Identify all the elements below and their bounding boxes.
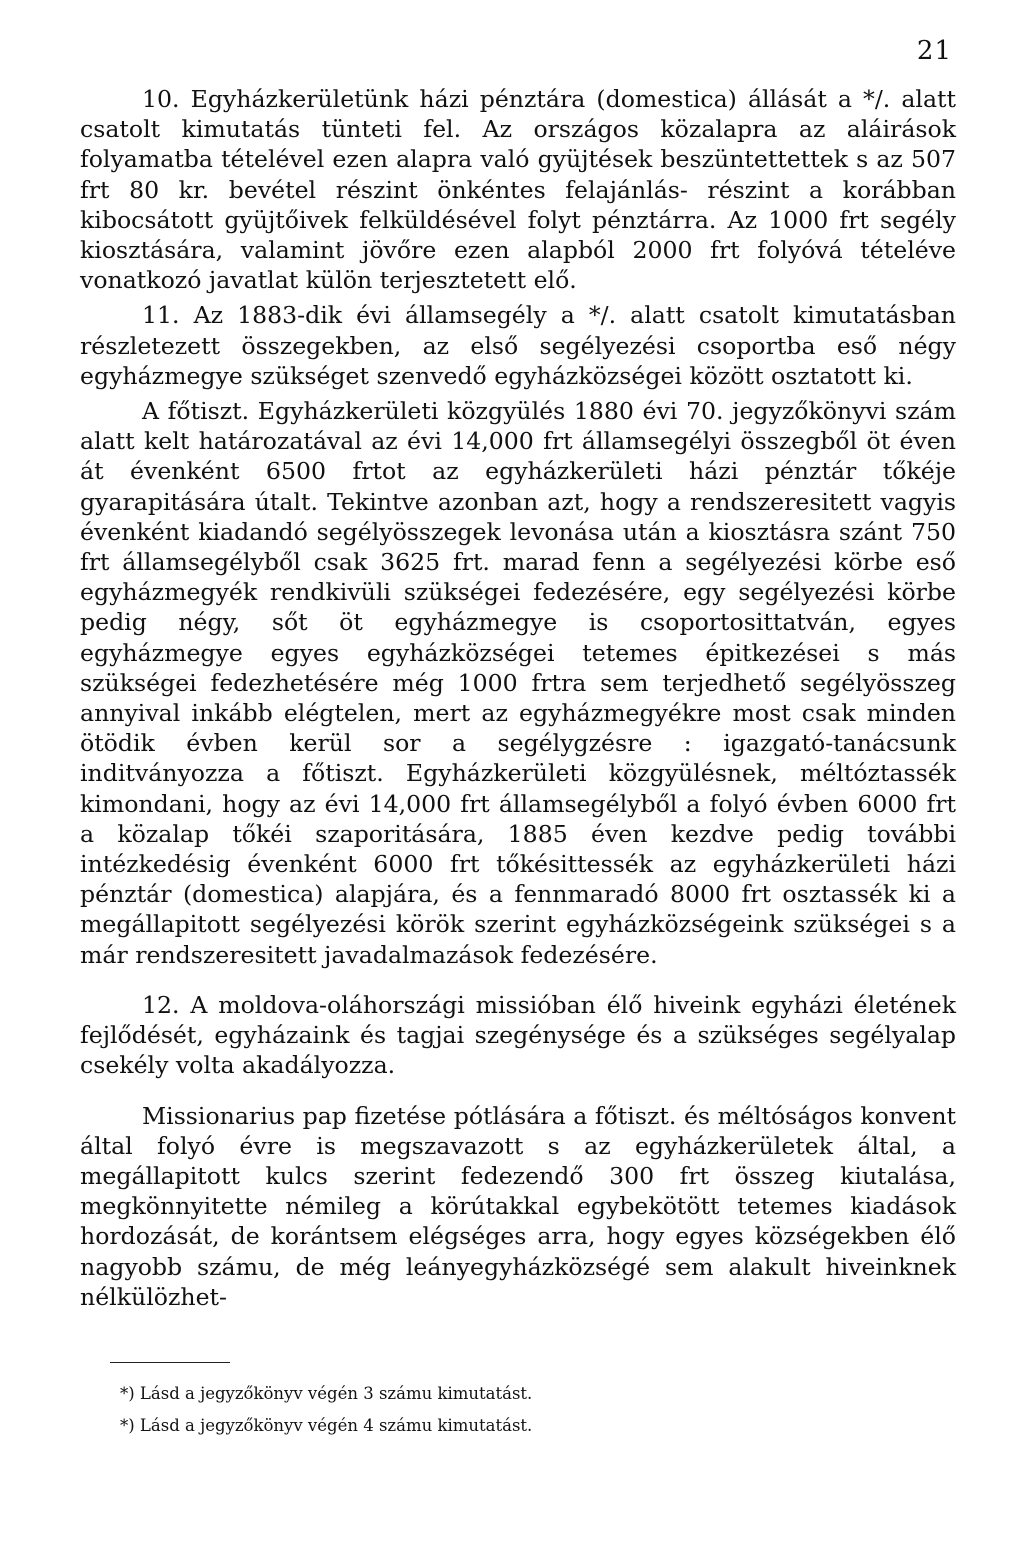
page-number: 21 — [916, 36, 952, 66]
footnotes — [120, 1378, 820, 1442]
paragraph-11-continued: A főtiszt. Egyházkerületi közgyülés 1880 évi 70. jegyzőkönyvi szám alatt kelt határozatával az évi 14,000 frt államsegélyi összegből öt éven át évenként 6500 frtot az egyházkerületi házi pénztár tőkéje gyarapitására útalt. Tekintve azonban azt, hogy a rendszeresitett vagyis évenként kiadandó segélyösszegek levonása után a kiosztásra szánt 750 frt államsegélyből csak 3625 frt. marad fenn a segélyezési körbe eső egyházmegyék rendkivüli szükségei fedezésére, egy segélyezési körbe pedig négy, sőt öt egyházmegye is csoportosittatván, egyes egyházmegye egyes egyházközségei tetemes épitkezései s más szükségei fedezhetésére még 1000 frtra sem terjedhető segélyösszeg annyival inkább elégtelen, mert az egyházmegyékre most csak minden ötödik évben kerül sor a segélygzésre : igazgató-tanácsunk inditványozza a főtiszt. Egyházkerületi közgyülésnek, méltóztassék kimondani, hogy az évi 14,000 frt államsegélyből a folyó évben 6000 frt a közalap tőkéi szaporitására, 1885 éven kezdve pedig további intézkedésig évenként 6000 frt tőkésittessék az egyházkerületi házi pénztár (domestica) alapjára, és a fennmaradó 8000 frt osztassék ki a megállapitott segélyezési körök szerint egyházközségeink szükségei s a már rendszeresitett javadalmazások fedezésére. — [80, 397, 956, 969]
footnote-1: *) Lásd a jegyzőkönyv végén 3 számu kimutatást. — [120, 1384, 533, 1403]
paragraph-10: 10. Egyházkerületünk házi pénztára (domestica) állását a */. alatt csatolt kimutatás tünteti fel. Az országos közalapra az aláirások folyamatba tételével ezen alapra való gyüjtések beszüntettettek s az 507 frt 80 kr. bevétel részint önkéntes felajánlás- részint a korábban kibocsátott gyüjtőivek felküldésével folyt pénztárra. Az 1000 frt segély kiosztására, valamint jövőre ezen alapból 2000 frt folyóvá tételéve vonatkozó javatlat külön terjesztetett elő. — [80, 85, 956, 295]
paragraph-11: 11. Az 1883-dik évi államsegély a */. alatt csatolt kimutatásban részletezett összegekben, az első segélyezési csoportba eső négy egyházmegye szükséget szenvedő egyházközségei között osztatott ki. — [80, 301, 956, 390]
footnote-divider — [110, 1362, 230, 1363]
paragraph-12: 12. A moldova-oláhországi missióban élő hiveink egyházi életének fejlődését, egyházaink és tagjai szegénysége és a szükséges segélyalap csekély volta akadályozza. — [80, 990, 956, 1080]
body-text — [80, 84, 956, 1317]
footnote-2: *) Lásd a jegyzőkönyv végén 4 számu kimutatást. — [120, 1416, 533, 1435]
paragraph-missionarius: Missionarius pap fizetése pótlására a főtiszt. és méltóságos konvent által folyó évre is megszavazott s az egyházkerületek által, a megállapitott kulcs szerint fedezendő 300 frt összeg kiutalása, megkönnyitette némileg a körútakkal egybekötött tetemes kiadások hordozását, de korántsem elégséges arra, hogy egyes községekben élő nagyobb számu, de még leányegyházközségé sem alakult hiveinknek nélkülözhet- — [80, 1101, 956, 1311]
